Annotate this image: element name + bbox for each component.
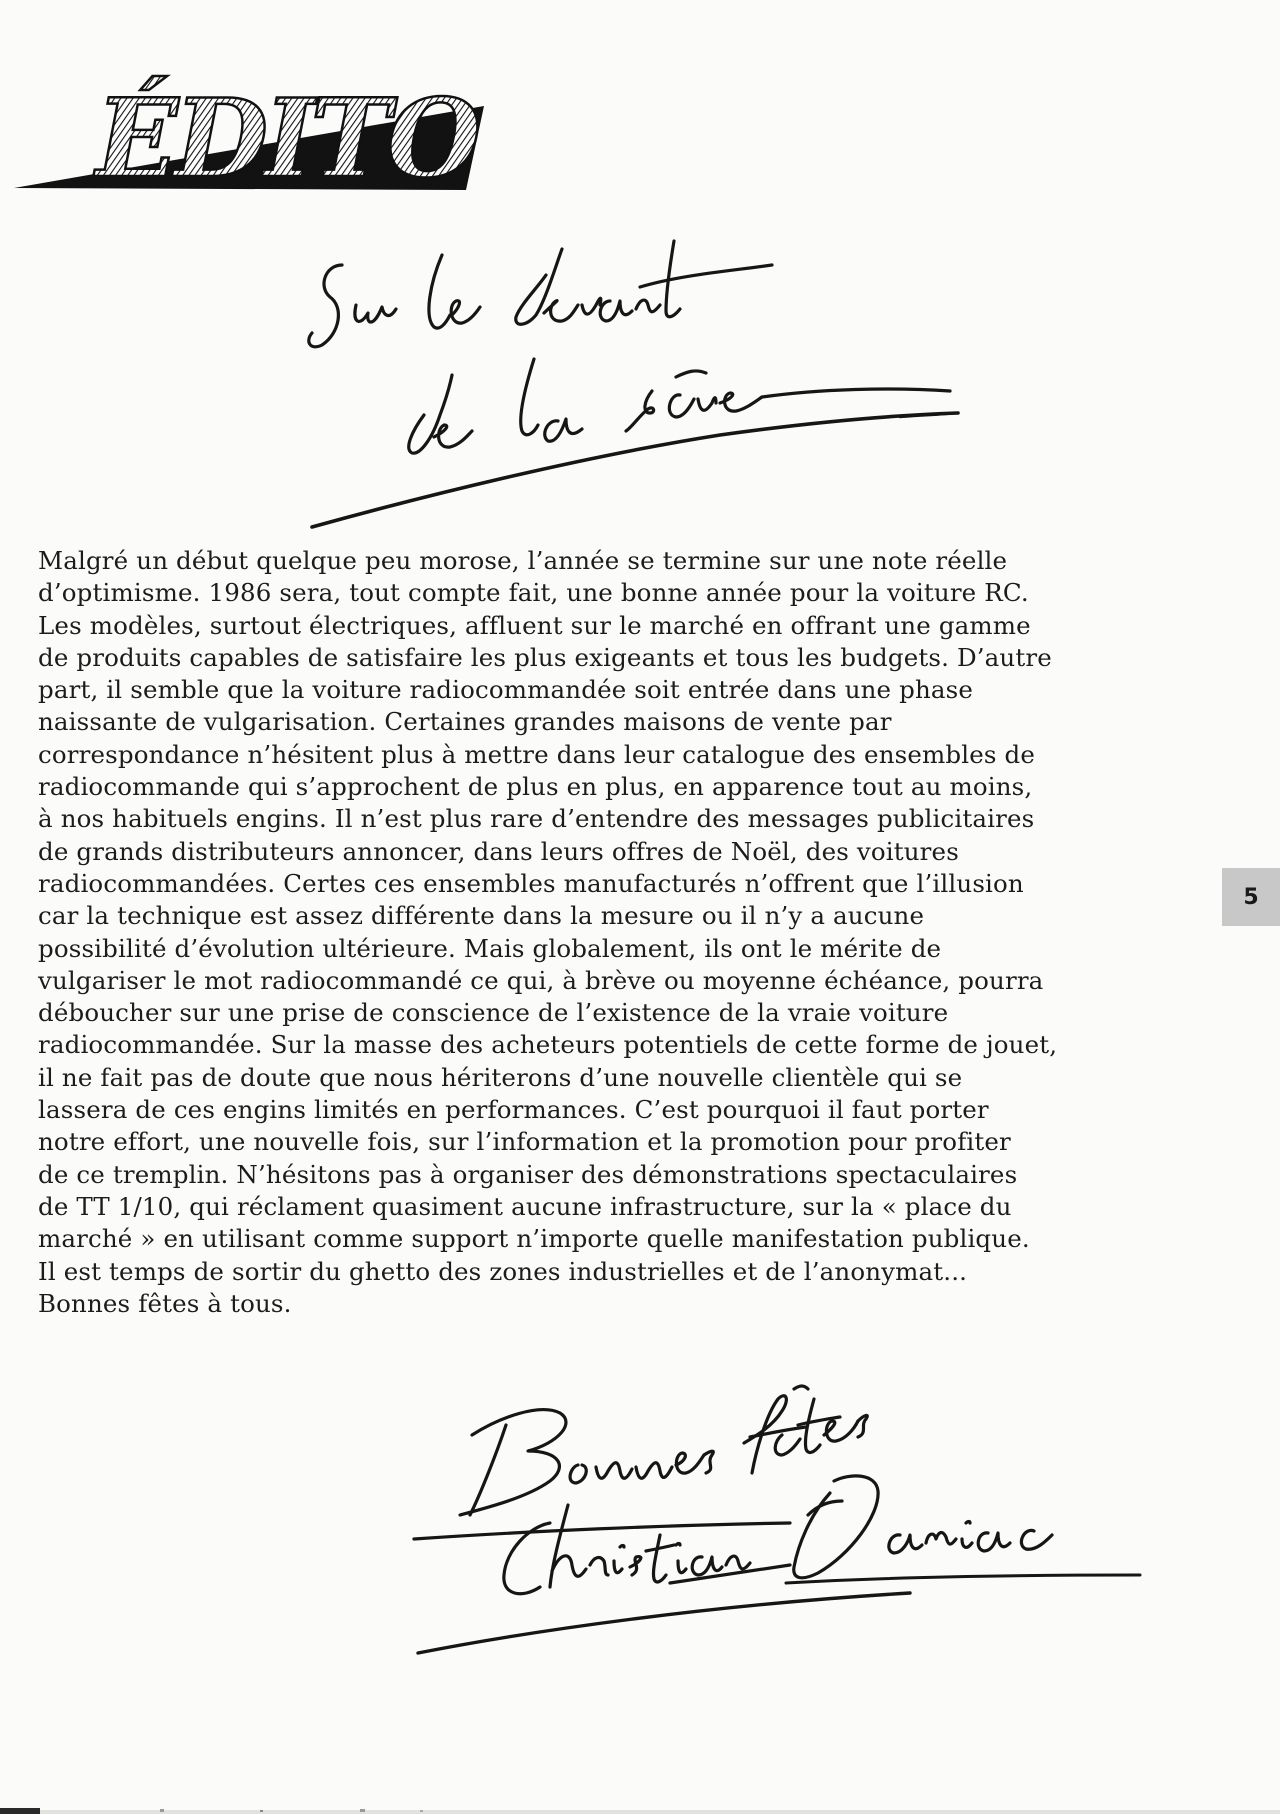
editorial-paragraph: Malgré un début quelque peu morose, l’année se termine sur une note réelle d’optimisme. 1986 sera, tout compte fait, une bonne année pour la voiture RC. Les modèles, surtout électriques, affluent sur le marché en offrant une gamme de produits capables de satisfaire les plus exigeants et tous les budgets. D’autre part, il semble que la voiture radiocommandée soit entrée dans une phase naissante de vulgarisation. Certaines grandes maisons de vente par correspondance n’hésitent plus à mettre dans leur catalogue des ensembles de radiocommande qui s’approchent de plus en plus, en apparence tout au moins, à nos habituels engins. Il n’est plus rare d’entendre des messages publicitaires de grands distributeurs annoncer, dans leurs offres de Noël, des voitures radiocommandées. Certes ces ensembles manufacturés n’offrent que l’illusion car la technique est assez différente dans la mesure ou il n’y a aucune possibilité d’évolution ultérieure. Mais globalement, ils ont le mérite de vulgariser le mot radiocommandé ce qui, à brève ou moyenne échéance, pourra déboucher sur une prise de conscience de l’existence de la vraie voiture radiocommandée. Sur la masse des acheteurs potentiels de cette forme de jouet, il ne fait pas de doute que nous hériterons d’une nouvelle clientèle qui se lassera de ces engins limités en performances. C’est pourquoi il faut porter notre effort, une nouvelle fois, sur l’information et la promotion pour profiter de ce tremplin. N’hésitons pas à organiser des démonstrations spectaculaires de TT 1/10, qui réclament quasiment aucune infrastructure, sur la « place du marché » en utilisant comme support n’importe quelle manifestation publique. Il est temps de sortir du ghetto des zones industrielles et de l’anonymat... Bonnes fêtes à tous.	[38, 546, 1058, 1318]
svg-text:ÉDITO: ÉDITO	[96, 76, 477, 198]
edito-logo	[14, 58, 484, 198]
edito-logo-lettering	[93, 75, 481, 198]
scan-edge	[0, 1804, 1280, 1814]
editorial-body	[38, 545, 1228, 1320]
handwritten-headline	[300, 235, 1060, 535]
page-number-tab	[1222, 868, 1280, 926]
handwritten-signature	[410, 1355, 1240, 1655]
page-number: 5	[1243, 884, 1259, 910]
